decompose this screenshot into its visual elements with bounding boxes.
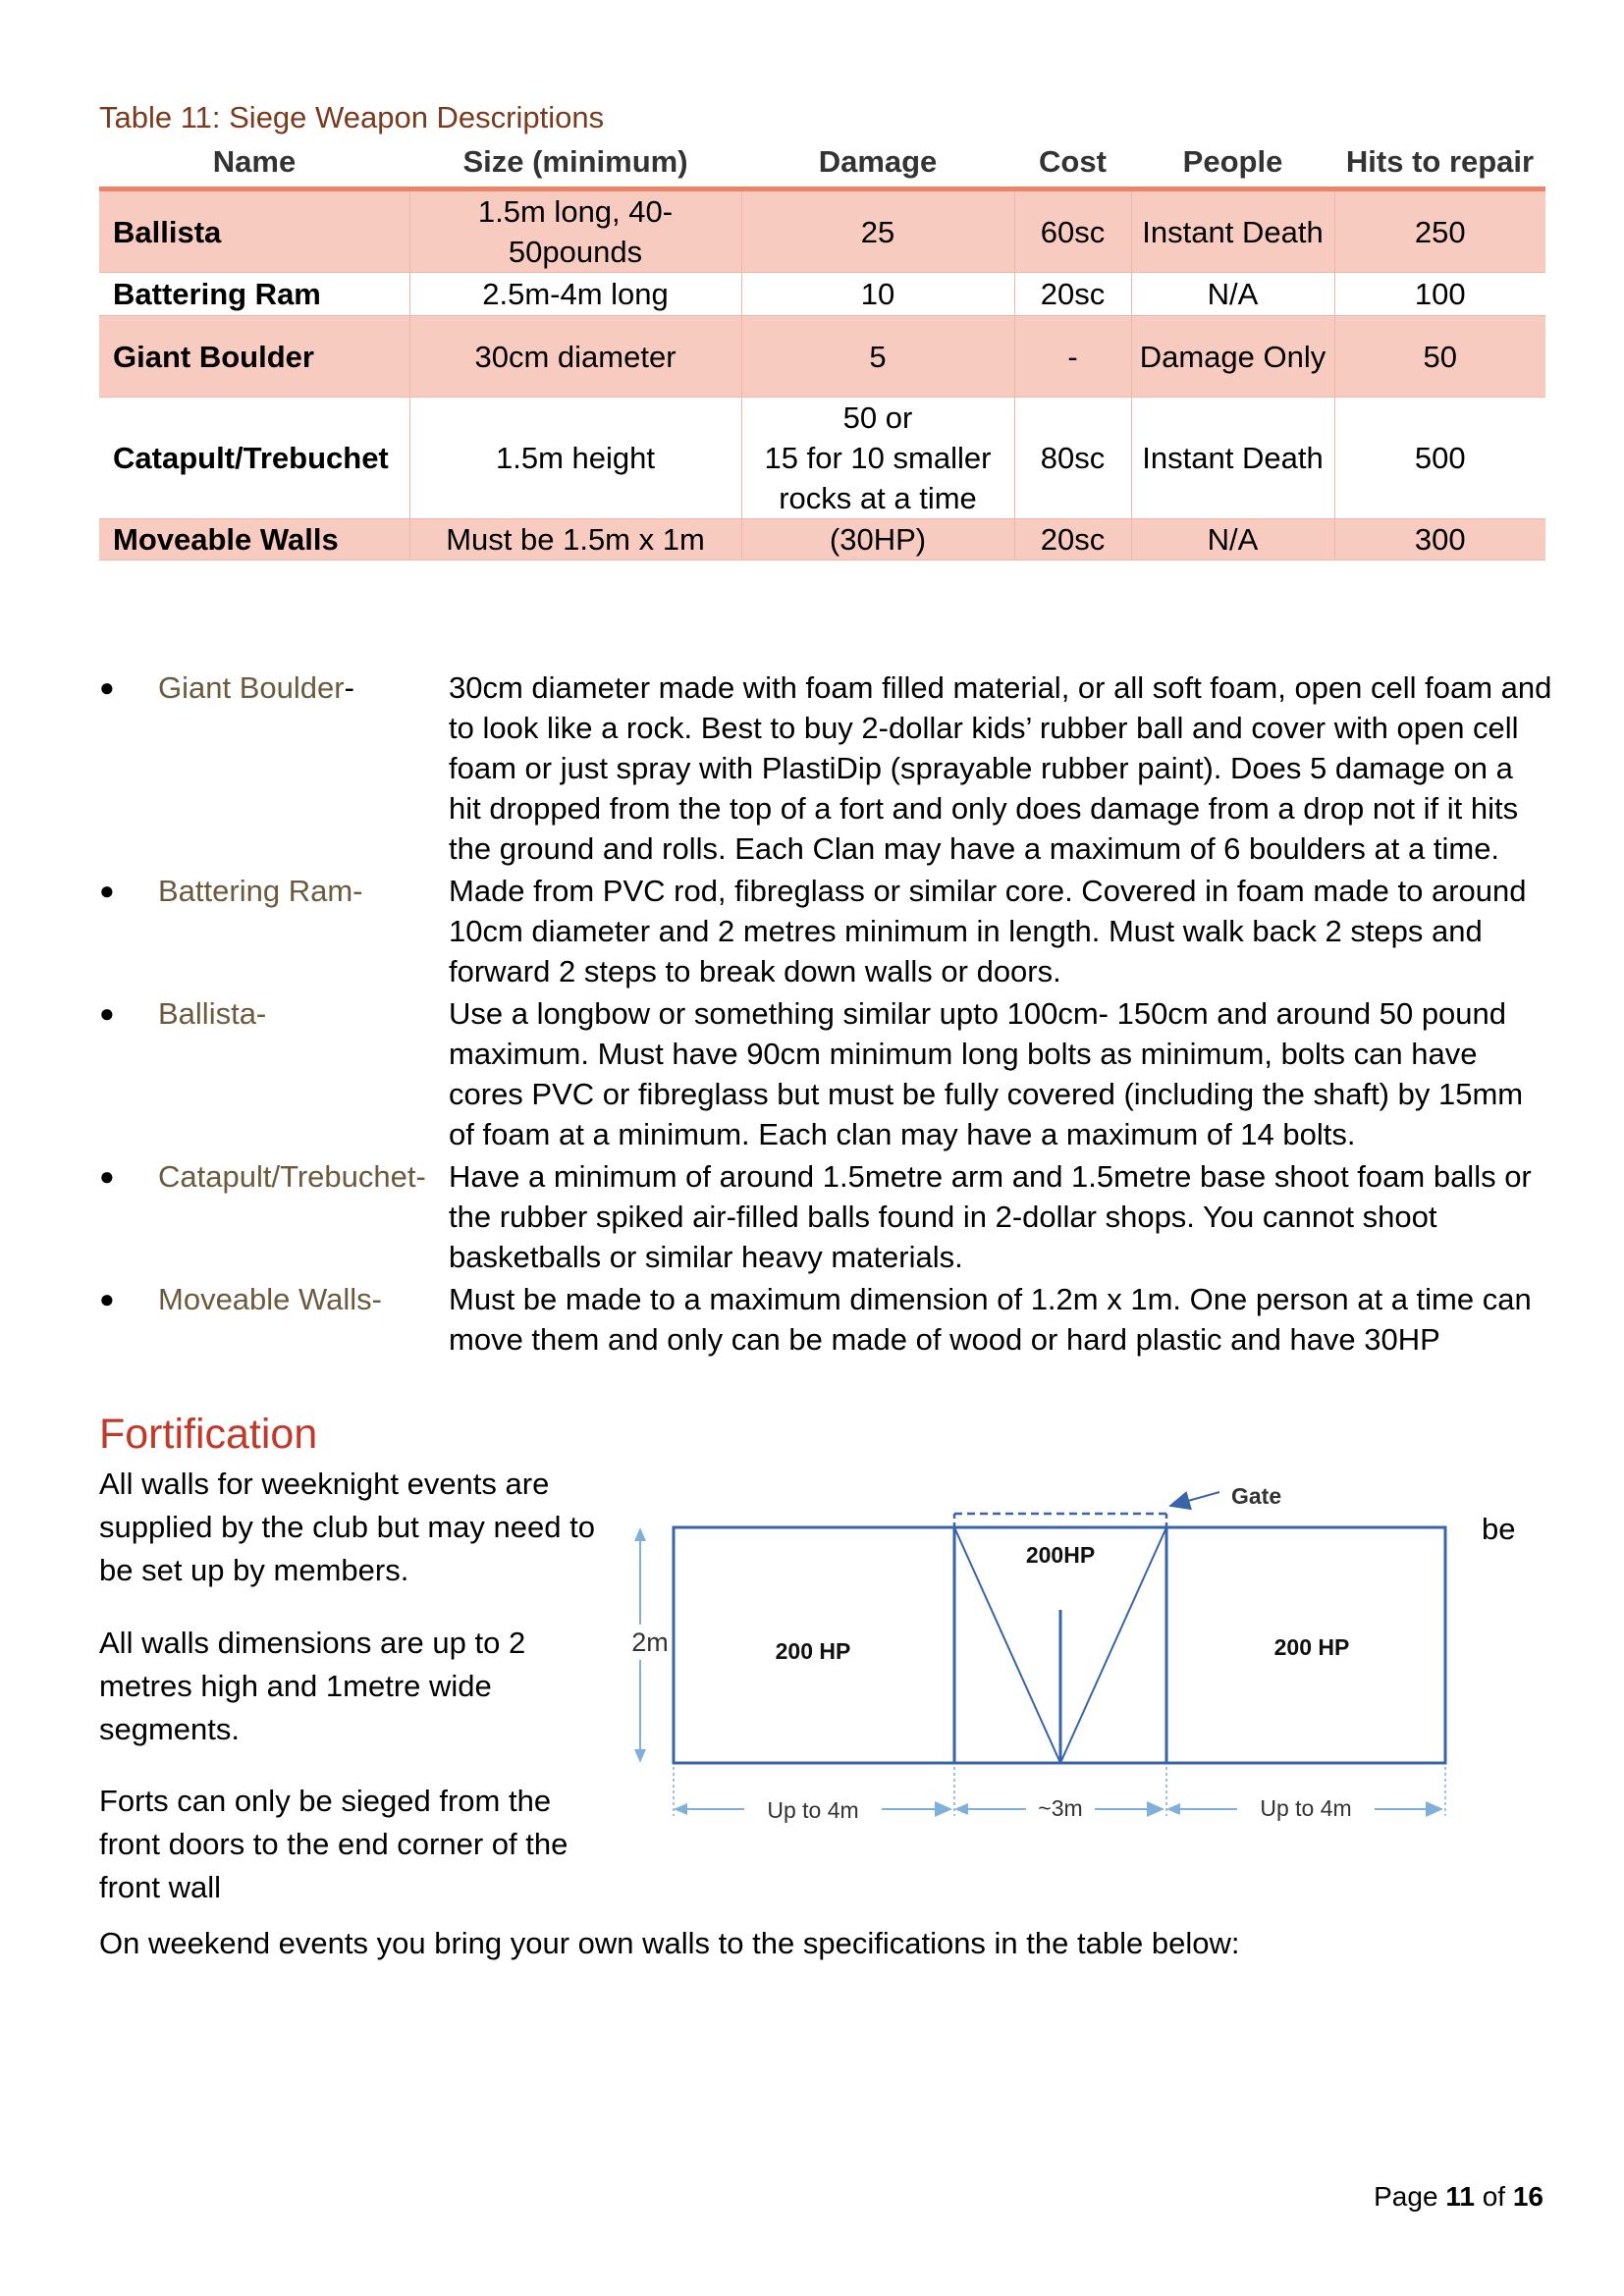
description-term: Battering Ram- — [158, 874, 363, 908]
cell-name: Giant Boulder — [99, 316, 409, 398]
page-number: Page 11 of 16 — [1374, 2181, 1543, 2212]
cell-damage: 5 — [741, 316, 1014, 398]
description-text: Have a minimum of around 1.5metre arm and 1.5metre base shoot foam balls or the rubber spiked air-filled balls found in 2-dollar shops. You cannot shoot basketballs or similar heavy materials. — [449, 1159, 1532, 1274]
cell-hits: 300 — [1334, 519, 1545, 561]
header-name: Name — [99, 137, 409, 189]
list-item — [99, 667, 1552, 869]
cell-size: 30cm diameter — [409, 316, 741, 398]
left-hp-label: 200 HP — [775, 1638, 851, 1664]
header-size: Size (minimum) — [409, 137, 741, 189]
bullet-icon: ● — [99, 1284, 115, 1313]
cell-hits: 100 — [1334, 273, 1545, 316]
cell-hits: 500 — [1334, 398, 1545, 519]
cell-cost: 60sc — [1014, 189, 1131, 273]
cell-name: Battering Ram — [99, 273, 409, 316]
left-width-label: Up to 4m — [767, 1797, 859, 1823]
bullet-icon: ● — [99, 876, 115, 905]
description-term: Moveable Walls- — [158, 1282, 382, 1316]
list-item — [99, 871, 1552, 991]
cell-damage: 10 — [741, 273, 1014, 316]
height-label: 2m — [631, 1628, 669, 1657]
damage-line: rocks at a time — [779, 481, 977, 515]
table-row — [99, 519, 1545, 561]
center-hp-label: 200HP — [1025, 1542, 1096, 1568]
description-term: Catapult/Trebuchet- — [158, 1159, 426, 1194]
cell-size: Must be 1.5m x 1m — [409, 519, 741, 561]
right-width-label: Up to 4m — [1260, 1795, 1352, 1821]
list-item — [99, 1156, 1552, 1277]
cell-cost: 80sc — [1014, 398, 1131, 519]
cell-name: Ballista — [99, 189, 409, 273]
cell-damage — [741, 398, 1014, 519]
table-row — [99, 189, 1545, 273]
table-header-row — [99, 137, 1545, 189]
gate-label: Gate — [1231, 1483, 1282, 1509]
description-term: Ballista- — [158, 996, 267, 1031]
header-damage: Damage — [741, 137, 1014, 189]
cell-size: 1.5m height — [409, 398, 741, 519]
paragraph: All walls for weeknight events are supplied by the club but may need to be set up by members. — [99, 1467, 595, 1587]
header-people: People — [1131, 137, 1334, 189]
right-hp-label: 200 HP — [1273, 1634, 1350, 1660]
cell-people: N/A — [1131, 273, 1334, 316]
paragraph: Forts can only be sieged from the front doors to the end corner of the front wall — [99, 1784, 568, 1904]
fort-wall-diagram — [609, 1472, 1473, 1841]
header-cost: Cost — [1014, 137, 1131, 189]
cell-size: 2.5m-4m long — [409, 273, 741, 316]
cell-people: N/A — [1131, 519, 1334, 561]
cell-people: Instant Death — [1131, 189, 1334, 273]
table-row — [99, 316, 1545, 398]
description-text: Made from PVC rod, fibreglass or similar core. Covered in foam made to around 10cm diameter and 2 metres minimum in length. Must walk back 2 steps and forward 2 steps to break down walls or doors. — [449, 874, 1527, 988]
bullet-icon: ● — [99, 998, 115, 1028]
cell-damage: (30HP) — [741, 519, 1014, 561]
cell-people: Damage Only — [1131, 316, 1334, 398]
paragraph: All walls dimensions are up to 2 metres high and 1metre wide segments. — [99, 1626, 526, 1746]
stray-text: be — [1482, 1512, 1516, 1546]
center-width-label: ~3m — [1038, 1795, 1083, 1821]
cell-cost: - — [1014, 316, 1131, 398]
cell-people: Instant Death — [1131, 398, 1334, 519]
weapon-description-list — [99, 667, 1552, 1362]
table-caption: Table 11: Siege Weapon Descriptions — [99, 100, 605, 134]
section-heading: Fortification — [99, 1411, 318, 1458]
description-text: Use a longbow or something similar upto 100cm- 150cm and around 50 pound maximum. Must have 90cm minimum long bolts as minimum, bolts can have cores PVC or fibreglass but must be fully covered (including the shaft) by 15mm of foam at a minimum. Each clan may have a maximum of 14 bolts. — [449, 996, 1524, 1151]
description-term-suffix: - — [344, 670, 354, 705]
cell-cost: 20sc — [1014, 273, 1131, 316]
bullet-icon: ● — [99, 672, 115, 702]
header-hits: Hits to repair — [1334, 137, 1545, 189]
damage-line: 15 for 10 smaller — [764, 441, 992, 475]
cell-damage: 25 — [741, 189, 1014, 273]
bullet-icon: ● — [99, 1161, 115, 1191]
description-term: Giant Boulder — [158, 670, 345, 705]
list-item — [99, 993, 1552, 1154]
description-text: Must be made to a maximum dimension of 1.2m x 1m. One person at a time can move them and only can be made of wood or hard plastic and have 30HP — [449, 1282, 1532, 1357]
cell-name: Moveable Walls — [99, 519, 409, 561]
paragraph: On weekend events you bring your own walls to the specifications in the table below: — [99, 1926, 1240, 1960]
cell-hits: 250 — [1334, 189, 1545, 273]
damage-line: 50 or — [842, 400, 913, 435]
description-text: 30cm diameter made with foam filled material, or all soft foam, open cell foam and to look like a rock. Best to buy 2-dollar kids’ rubber ball and cover with open cell foam or just spray with PlastiDip (sprayable rubber paint). Does 5 damage on a hit dropped from the top of a fort and only does damage from a drop not if it hits the ground and rolls. Each Clan may have a maximum of 6 boulders at a time. — [449, 670, 1552, 866]
cell-name: Catapult/Trebuchet — [99, 398, 409, 519]
cell-hits: 50 — [1334, 316, 1545, 398]
cell-cost: 20sc — [1014, 519, 1131, 561]
siege-weapon-table — [99, 137, 1545, 561]
table-row — [99, 273, 1545, 316]
table-row — [99, 398, 1545, 519]
gate-arrow — [1170, 1492, 1219, 1506]
cell-size: 1.5m long, 40-50pounds — [409, 189, 741, 273]
list-item — [99, 1279, 1552, 1360]
